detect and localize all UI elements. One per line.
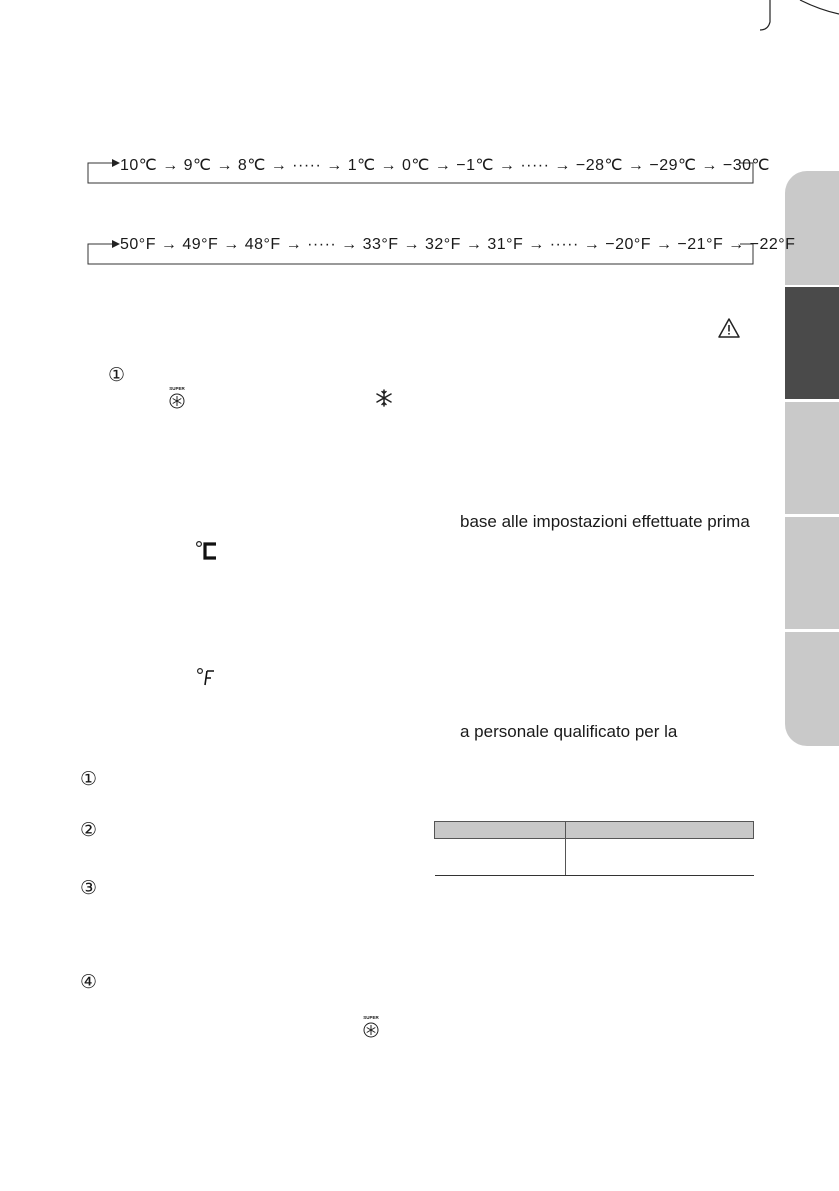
side-tab-4[interactable] [785,517,839,629]
celsius-sequence: 10℃ → 9℃ → 8℃ → ····· → 1℃ → 0℃ → −1℃ → ····· → −28℃ → −29℃ → −30℃ [120,157,770,174]
side-tab-3[interactable] [785,402,839,514]
celsius-cycle-diagram [88,155,770,185]
fahrenheit-cycle-diagram [88,236,796,266]
list-marker-2: ② [80,819,98,841]
warning-icon [718,318,740,338]
list-marker-4: ④ [80,971,98,993]
table-header-cell-2 [565,822,754,839]
fahrenheit-display-icon [196,667,218,689]
celsius-display-icon [195,540,221,562]
info-table [434,821,754,876]
list-marker-1: ① [80,768,98,790]
top-rule [0,0,839,1]
list-marker-3: ③ [80,877,98,899]
table-header-row [435,822,754,839]
super-label: SUPER [169,386,185,391]
table-cell-2 [565,839,754,876]
side-tab-2-active[interactable] [785,287,839,399]
table-cell-1 [435,839,566,876]
table-header-cell-1 [435,822,566,839]
snowflake-icon [375,389,393,407]
fahrenheit-sequence: 50°F → 49°F → 48°F → ····· → 33°F → 32°F → 31°F → ····· → −20°F → −21°F → −22°F [120,236,796,253]
step-marker-top: ① [108,364,126,386]
side-tab-1[interactable] [785,171,839,285]
text-fragment-settings: base alle impostazioni effettuate prima [460,512,750,531]
super-label-2: SUPER [363,1015,379,1020]
super-freeze-button-icon-2 [361,1015,381,1041]
page-corner-mark [760,0,839,40]
table-row [435,839,754,876]
text-fragment-qualified: a personale qualificato per la [460,722,678,741]
super-freeze-button-icon [167,386,187,412]
side-tab-5[interactable] [785,632,839,746]
